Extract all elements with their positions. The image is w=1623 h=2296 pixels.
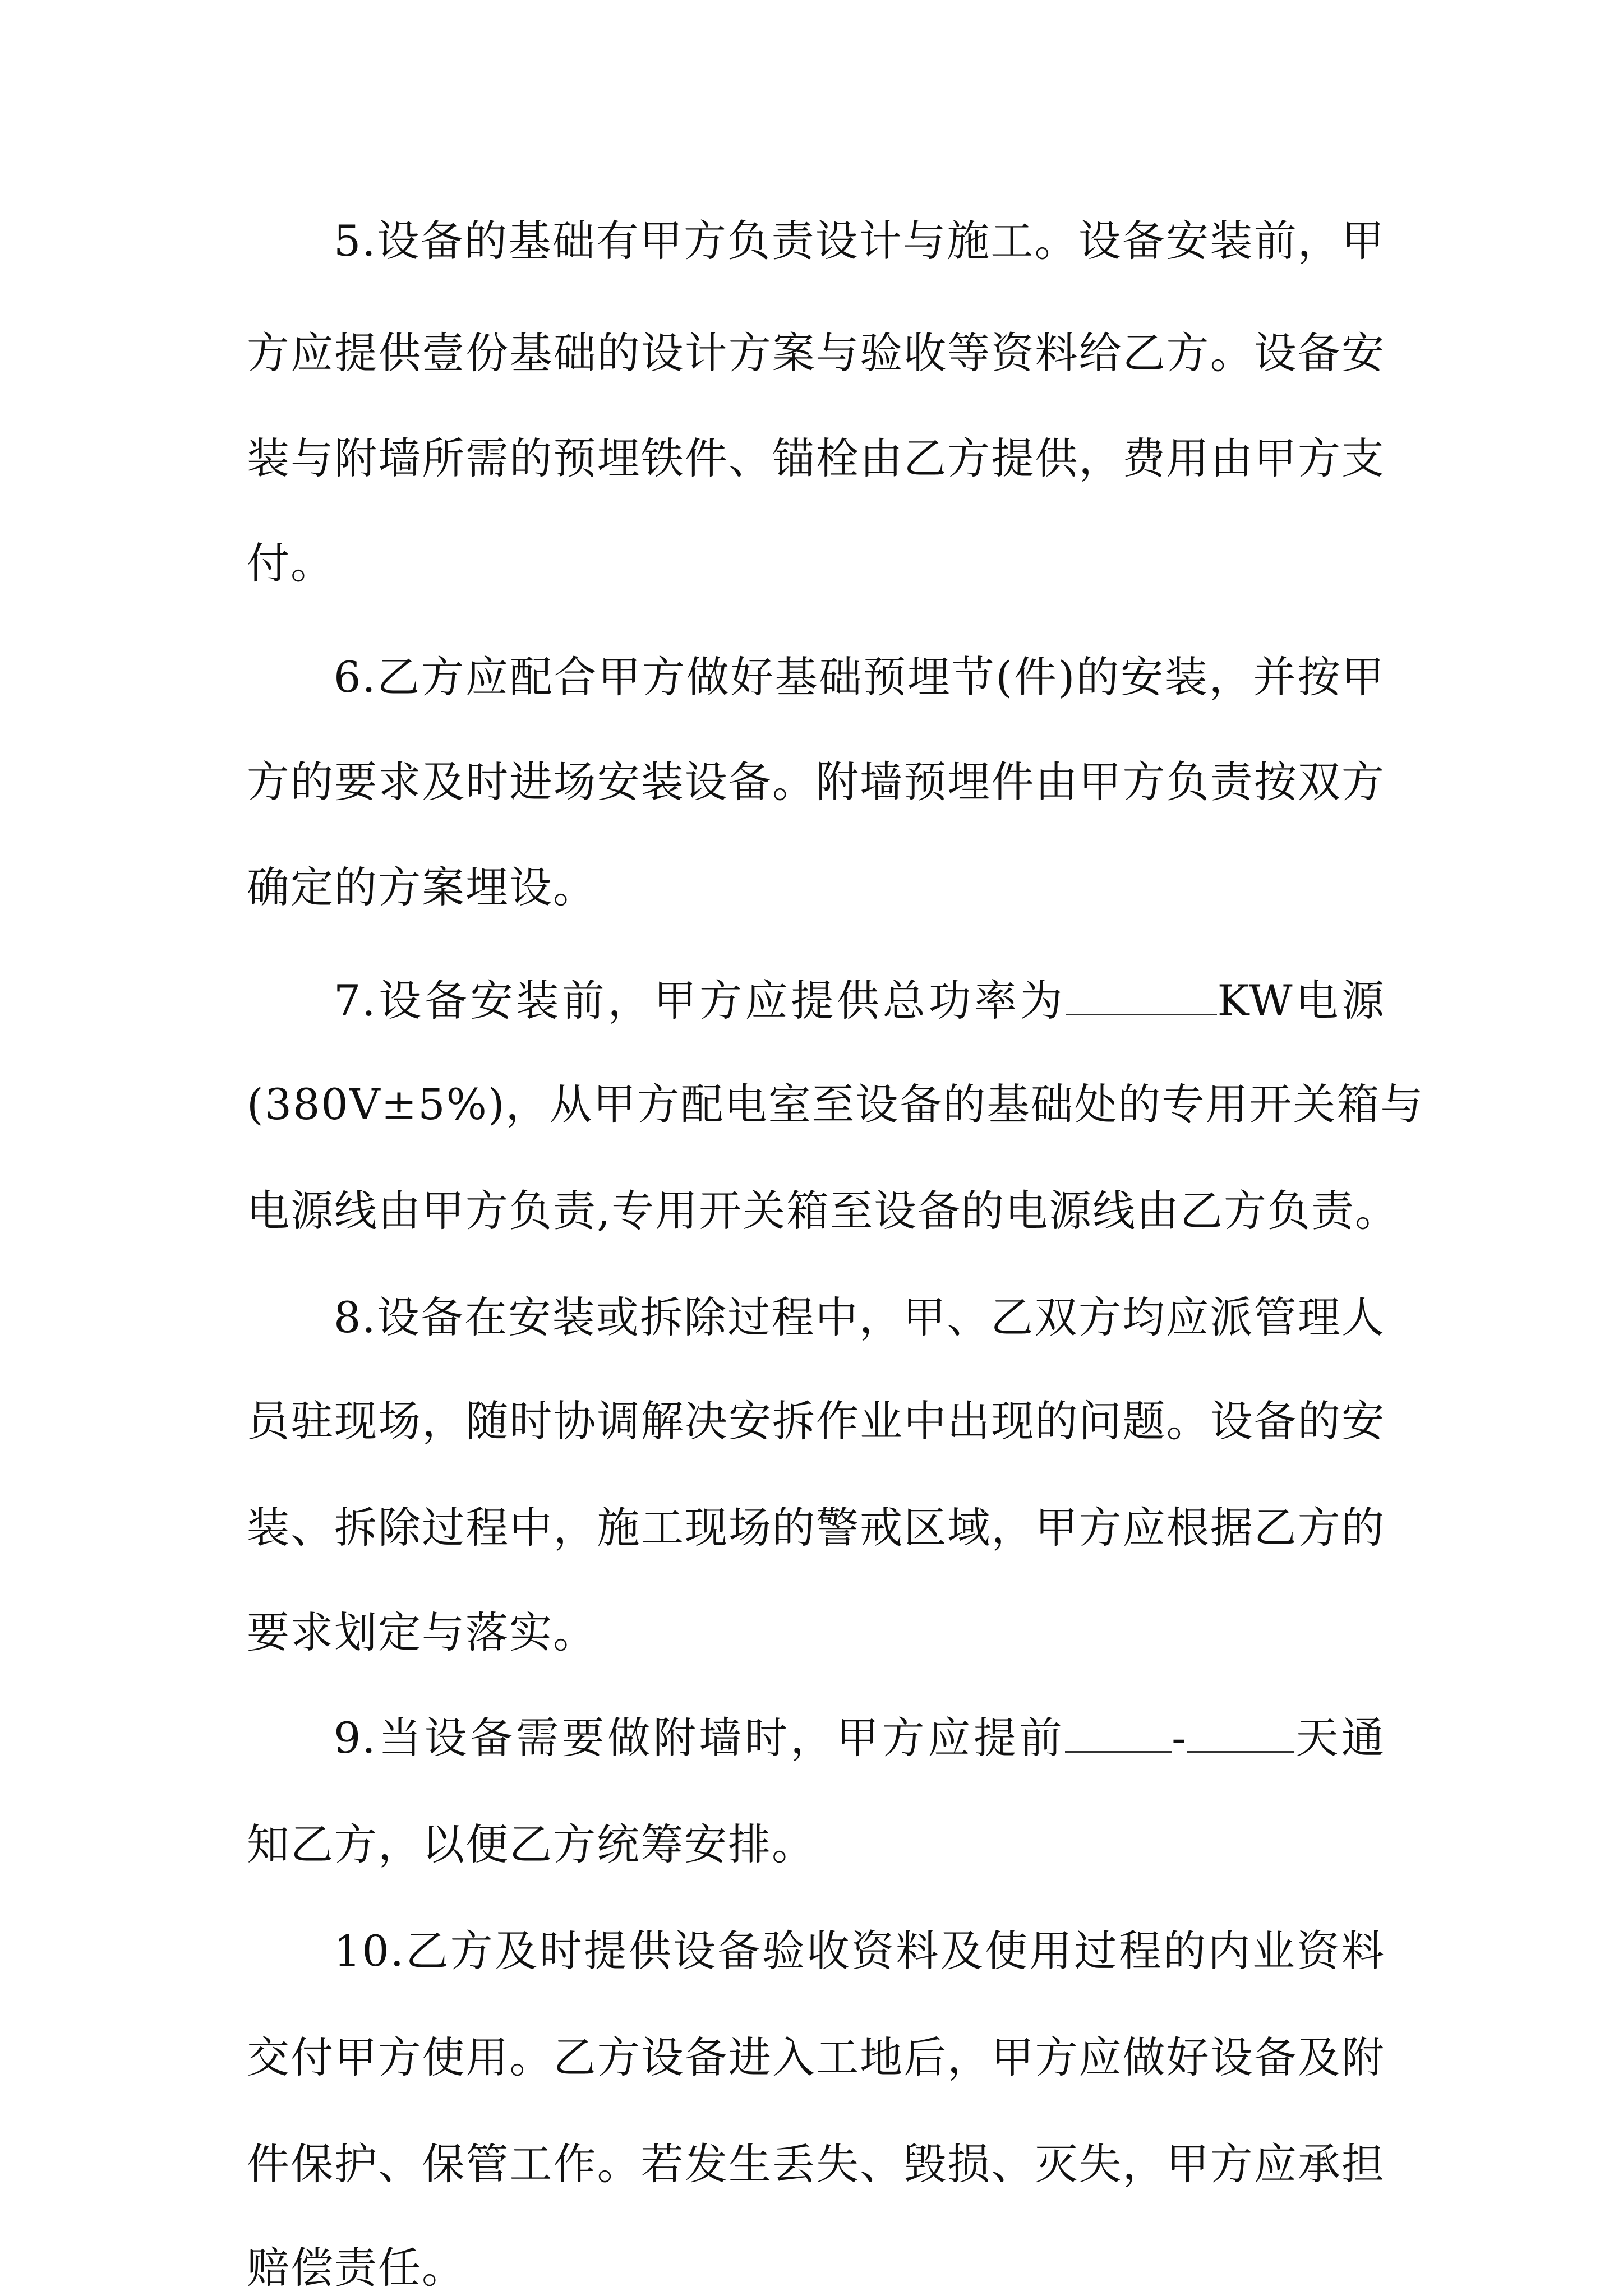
clause-5-line-2: 方应提供壹份基础的设计方案与验收等资料给乙方。设备安 bbox=[247, 328, 1385, 378]
clause-6-line-1: 6.乙方应配合甲方做好基础预埋节(件)的安装，并按甲 bbox=[334, 652, 1385, 702]
clause-6-line-2: 方的要求及时进场安装设备。附墙预埋件由甲方负责按双方 bbox=[247, 757, 1385, 807]
clause-9-dash: - bbox=[1172, 1713, 1187, 1763]
clause-7-text-before-blank: 7.设备安装前，甲方应提供总功率为 bbox=[334, 976, 1066, 1025]
clause-5-line-4: 付。 bbox=[247, 538, 334, 588]
clause-8-line-1: 8.设备在安装或拆除过程中，甲、乙双方均应派管理人 bbox=[334, 1292, 1385, 1342]
clause-10-line-3: 件保护、保管工作。若发生丢失、毁损、灭失，甲方应承担 bbox=[247, 2139, 1385, 2189]
clause-5-line-1: 5.设备的基础有甲方负责设计与施工。设备安装前，甲 bbox=[334, 216, 1385, 266]
clause-5-line-3: 装与附墙所需的预埋铁件、锚栓由乙方提供，费用由甲方支 bbox=[247, 433, 1385, 483]
notice-days-max-blank bbox=[1187, 1712, 1294, 1753]
clause-9-text-before-blank: 9.当设备需要做附墙时，甲方应提前 bbox=[334, 1713, 1066, 1763]
clause-8-line-4: 要求划定与落实。 bbox=[247, 1607, 597, 1657]
clause-9-line-2: 知乙方，以便乙方统筹安排。 bbox=[247, 1819, 815, 1869]
notice-days-min-blank bbox=[1065, 1712, 1172, 1753]
clause-7-line-1 bbox=[334, 973, 1385, 1029]
power-blank bbox=[1066, 974, 1217, 1015]
clause-8-line-3: 装、拆除过程中，施工现场的警戒区域，甲方应根据乙方的 bbox=[247, 1503, 1385, 1553]
clause-9-text-after-blank: 天通 bbox=[1293, 1713, 1385, 1763]
clause-7-text-after-blank: KW电源 bbox=[1217, 976, 1386, 1025]
clause-10-line-4: 赔偿责任。 bbox=[247, 2243, 465, 2293]
clause-10-line-1: 10.乙方及时提供设备验收资料及使用过程的内业资料 bbox=[334, 1926, 1385, 1976]
clause-7-line-3: 电源线由甲方负责,专用开关箱至设备的电源线由乙方负责。 bbox=[247, 1186, 1399, 1236]
clause-7-line-2: (380V±5%)，从甲方配电室至设备的基础处的专用开关箱与 bbox=[247, 1079, 1424, 1129]
clause-6-line-3: 确定的方案埋设。 bbox=[247, 862, 597, 912]
clause-8-line-2: 员驻现场，随时协调解决安拆作业中出现的问题。设备的安 bbox=[247, 1396, 1385, 1446]
clause-10-line-2: 交付甲方使用。乙方设备进入工地后，甲方应做好设备及附 bbox=[247, 2032, 1385, 2082]
clause-9-line-1 bbox=[334, 1710, 1385, 1766]
